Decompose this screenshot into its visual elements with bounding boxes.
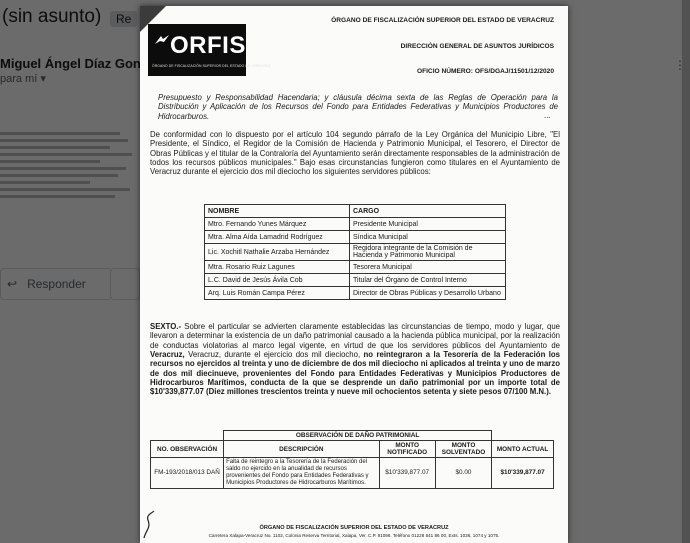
amount-notified: $10'339,877.07 [379, 458, 435, 489]
column-header-descripcion: DESCRIPCIÓN [224, 441, 379, 458]
ellipsis-mark: ... [544, 111, 551, 120]
footer-address: Carretera Xalapa-Veracruz No. 1102, Colonia Reserva Territorial, Xalapa, Ver. C.P. 91096. Teléfono 01228 841 86 00, Exts. 1036, 1074 y 1075. [208, 533, 500, 538]
logo-subtitle: ÓRGANO DE FISCALIZACIÓN SUPERIOR DEL ESTADO DE VERACRUZ [152, 64, 271, 68]
table-header-row [151, 441, 554, 458]
column-header-monto-solventado: MONTO SOLVENTADO [435, 441, 491, 458]
table-header-row [205, 205, 506, 218]
header-oficio-number: OFICIO NÚMERO: OFS/DGAJ/11501/12/2020 [416, 68, 554, 75]
official-position: Presidente Municipal [350, 218, 506, 231]
official-name: L.C. David de Jesús Ávila Cob [205, 274, 350, 287]
official-position: Tesorera Municipal [350, 261, 506, 274]
sexto-text-a: Sobre el particular se advierten claramente establecidas las circunstancias de tiempo, modo y lugar, que llevaron a determinar la existencia de un daño patrimonial causado a la hacienda pública municipal, por la realización de conductas violatorias al marco legal vigente, en virtud de que los servidores públicos del Ayuntamiento de [150, 322, 560, 350]
official-name: Arq. Luis Román Campa Pérez [205, 287, 350, 300]
table-row [205, 231, 506, 244]
official-name: Mtra. Rosario Ruiz Lagunes [205, 261, 350, 274]
table-row [205, 261, 506, 274]
paragraph-article-104: De conformidad con lo dispuesto por el artículo 104 segundo párrafo de la Ley Orgánica del Municipio Libre, "El Presidente, el Síndico, el Regidor de la Comisión de Hacienda y Patrimonio Municipal, el Tesorero, el Director de Obras Públicas y el titular de la Contraloría del Ayuntamiento serán directamente responsables de la administración de todos los recursos públicos municipales." Bajo esas circunstancias fungieron como titulares en el Ayuntamiento de Veracruz durante el ejercicio dos mil dieciocho los siguientes servidores públicos: [150, 130, 560, 177]
observation-description: Falta de reintegro a la Tesorería de la Federación del saldo no ejercido en la anualidad de recursos provenientes del Fondo para Entidades Federativas y Municipios Productores de Hidrocarburos Marítimos. [224, 458, 379, 489]
table-row [205, 274, 506, 287]
logo-wordmark: ORFIS [170, 32, 246, 59]
official-position: Director de Obras Públicas y Desarrollo Urbano [350, 287, 506, 300]
column-header-monto-actual: MONTO ACTUAL [492, 441, 554, 458]
header-direction: DIRECCIÓN GENERAL DE ASUNTOS JURÍDICOS [400, 43, 554, 50]
column-header-cargo: CARGO [350, 205, 506, 218]
column-header-nombre: NOMBRE [205, 205, 350, 218]
document-page [140, 6, 568, 543]
header-organization: ÓRGANO DE FISCALIZACIÓN SUPERIOR DEL ESTADO DE VERACRUZ [331, 17, 554, 24]
amount-actual: $10'339,877.07 [492, 458, 554, 489]
orfis-logo [148, 24, 271, 76]
paragraph-sexto [150, 322, 560, 397]
column-header-monto-notificado: MONTO NOTIFICADO [379, 441, 435, 458]
sexto-label: SEXTO.- [150, 322, 182, 331]
caption-row [151, 431, 554, 441]
official-name: Lic. Xochitl Nathalie Arzaba Hernández [205, 244, 350, 261]
bird-logo-icon [154, 33, 170, 49]
table-row [151, 458, 554, 489]
footer-organization: ÓRGANO DE FISCALIZACIÓN SUPERIOR DEL ESTADO DE VERACRUZ [259, 525, 449, 531]
official-position: Regidora integrante de la Comisión de Hacienda y Patrimonio Municipal [350, 244, 506, 261]
damage-table-spacer [151, 431, 224, 441]
sexto-text-b: Veracruz, [150, 350, 185, 360]
damage-table [150, 430, 554, 489]
observation-number: FM-193/2018/013 DAÑ [151, 458, 224, 489]
column-header-observacion: NO. OBSERVACIÓN [151, 441, 224, 458]
paragraph-regulations: Presupuesto y Responsabilidad Hacendaria; y cláusula décima sexta de las Reglas de Operación para la Distribución y Aplicación de los Recursos del Fondo para Entidades Federativas y Municipios Productores de Hidrocarburos. [158, 93, 558, 121]
sexto-text-c: Veracruz, durante el ejercicio dos mil dieciocho, [184, 350, 364, 360]
table-row [205, 218, 506, 231]
table-row [205, 287, 506, 300]
damage-table-caption: OBSERVACIÓN DE DAÑO PATRIMONIAL [224, 431, 492, 441]
damage-table-spacer [492, 431, 554, 441]
official-position: Síndica Municipal [350, 231, 506, 244]
official-position: Titular del Órgano de Control Interno [350, 274, 506, 287]
table-row [205, 244, 506, 261]
officials-table [204, 204, 506, 300]
viewer-scrollbar[interactable] [682, 0, 690, 543]
sexto-text-d: no reintegraron a la Tesorería de la Federación los recursos no ejercidos al treinta y uno de diciembre de dos mil dieciocho ni aplicados al treinta y uno de marzo de dos mil diecinueve, provenientes del Fondo para Entidades Federativas y Municipios Productores de Hidrocarburos Marítimos, conducta de la que se desprende un daño patrimonial por un importe total de $10'339,877.07 (Diez millones trescientos treinta y nueve mil ochocientos setenta y siete pesos 07/100 M.N.). [150, 350, 560, 397]
amount-solventado: $0.00 [435, 458, 491, 489]
official-name: Mtro. Fernando Yunes Márquez [205, 218, 350, 231]
official-name: Mtra. Alma Aída Lamadrid Rodríguez [205, 231, 350, 244]
